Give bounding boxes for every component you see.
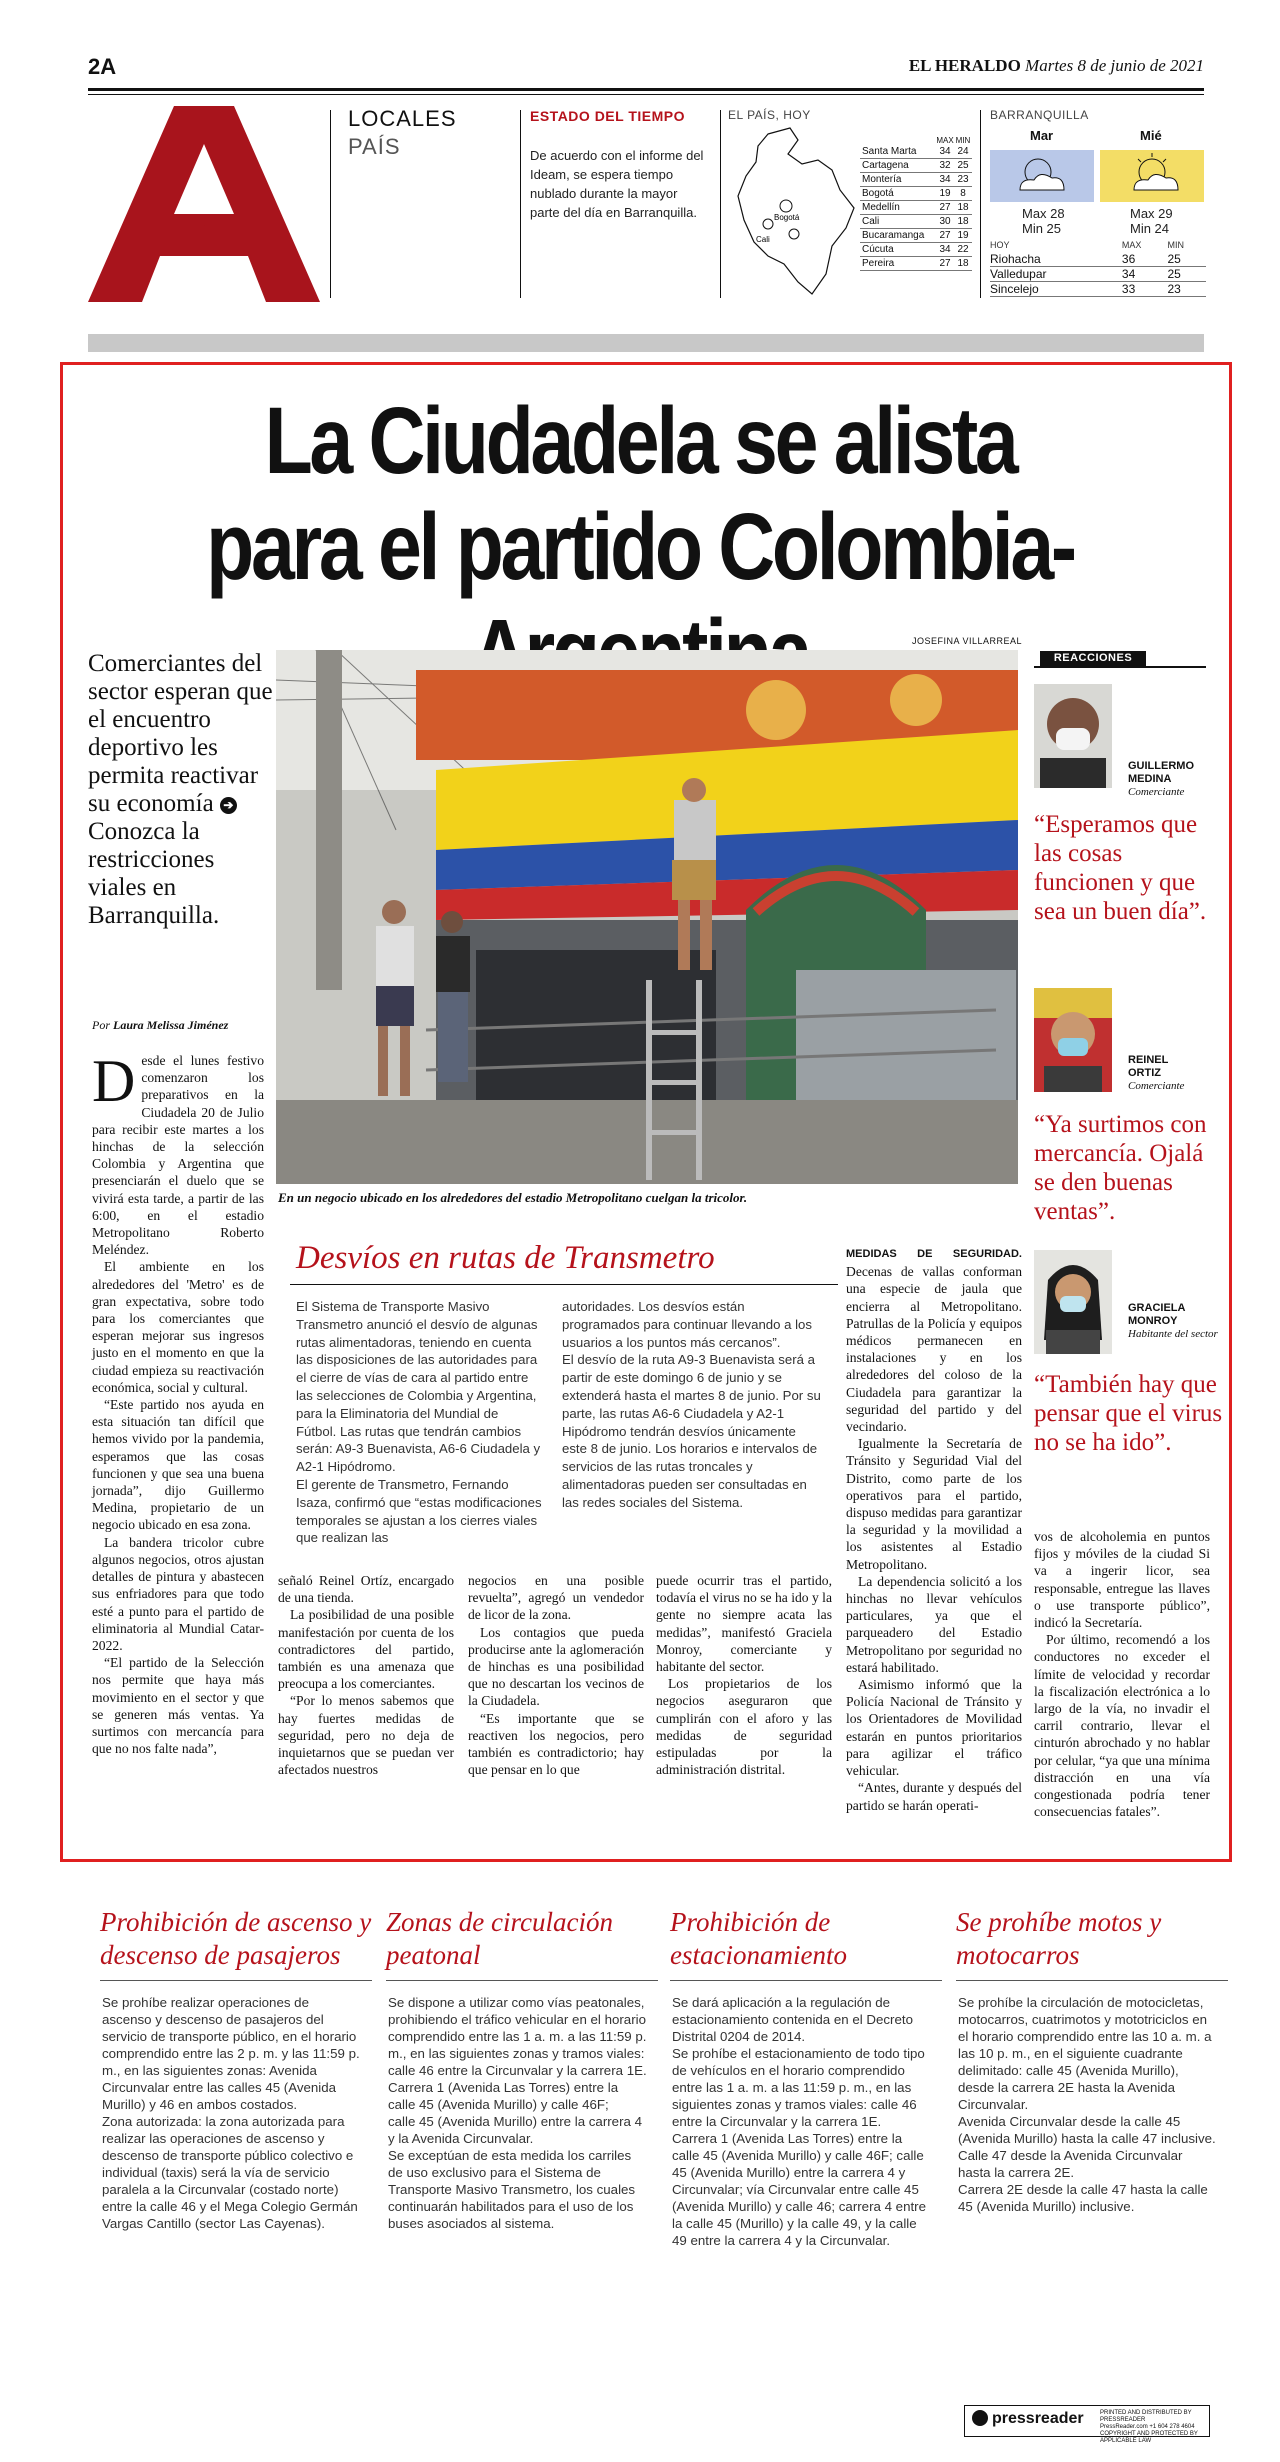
paragraph: Igualmente la Secretaría de Tránsito y Seguridad Vial del Distrito, como parte de los operativos para el partido, dispuso medidas para garantizar la seguridad y la movilidad a los asistentes al Estadio Metropolitano.: [846, 1436, 1022, 1572]
article-column-1: [92, 1048, 264, 1757]
city-min: 8: [954, 187, 972, 201]
paragraph: La dependencia solicitó a los hinchas no llevar vehículos particulares, ya que el parqueadero del Estadio Metropolitano por seguridad no estará habilitado.: [846, 1573, 1022, 1675]
section-name: LOCALES: [348, 106, 457, 131]
city-max: 19: [936, 187, 954, 201]
pressreader-icon: [972, 2410, 988, 2426]
transmetro-column-2: [562, 1298, 822, 1512]
region-min: 25: [1167, 252, 1206, 267]
box-text: Se dará aplicación a la regulación de estacionamiento contenida en el Decreto Distrital 0204 de 2014. Se prohíbe el estacionamiento de todo tipo de vehículos en el horario comprendido entre las 1 a. m. a las 11:59 p. m., en las siguientes zonas y tramos viales: calle 46 entre la Circunvalar y la carrera 1E. Carrera 1 (Avenida Las Torres) entre la calle 45 (Avenida Murillo) y calle 46F; calle 45 (Avenida Murillo) entre la carrera 4 y Circunvalar; vía Circunvalar entre calle 45 (Avenida Murillo) y calle 46; carrera 4 entre la calle 45 (Murillo) y la calle 49, y la calle 49 entre la carrera 4 y la Circunvalar.: [672, 1995, 926, 2248]
box-title: Zonas de circulación peatonal: [386, 1907, 613, 1970]
box-rule: [100, 1980, 372, 1981]
city-name: Montería: [860, 173, 936, 187]
box-title: Prohibición de estacionamiento: [670, 1907, 847, 1970]
city-row: [860, 229, 972, 243]
city-name: Santa Marta: [860, 145, 936, 159]
paragraph: esde el lunes festivo comenzaron los preparativos en la Ciudadela 20 de Julio para recibir este martes a los hinchas de la selección Colombia y Argentina que presenciarán el duelo que se vivirá esta tarde, a partir de las 6:00, en el estadio Metropolitano Roberto Meléndez.: [92, 1053, 264, 1258]
photo-caption: En un negocio ubicado en los alrededores del estadio Metropolitano cuelgan la tricolor.: [278, 1190, 748, 1205]
day2-min: Min 24: [1130, 221, 1170, 236]
city-max: 27: [936, 257, 954, 271]
box-title: Prohibición de ascenso y descenso de pasajeros: [100, 1907, 372, 1970]
paragraph: puede ocurrir tras el partido, todavía el virus no se ha ido y la gente no siempre acata las medidas”, manifestó Graciela Monroy, comerciante y habitante del sector.: [656, 1573, 832, 1675]
article-photo: [276, 650, 1018, 1184]
city-row: [860, 173, 972, 187]
city-min: 18: [954, 201, 972, 215]
box-text: Se dispone a utilizar como vías peatonales, prohibiendo el tráfico vehicular en el horario comprendido entre las 1 a. m. a las 11:59 p. m., en las siguientes zonas y tramos viales: calle 46 entre la Circunvalar y la carrera 1E. Carrera 1 (Avenida Las Torres) entre la calle 45 (Avenida Murillo) y calle 46F; calle 45 (Avenida Murillo) entre la carrera 4 y la Avenida Circunvalar. Se exceptúan de esta medida los carriles de uso exclusivo para el Sistema de Transporte Masivo Transmetro, los cuales continuarán habilitados para el uso de los buses asociados al sistema.: [388, 1995, 647, 2231]
max-header: MAX: [936, 136, 954, 145]
city-min: 18: [954, 257, 972, 271]
sidebar-title: Desvíos en rutas de Transmetro: [296, 1240, 715, 1276]
subhead: MEDIDAS DE SEGURIDAD.: [846, 1248, 1022, 1260]
person-name: GUILLERMO MEDINA: [1128, 760, 1194, 785]
paragraph: El Sistema de Transporte Masivo Transmetro anunció el desvío de algunas rutas alimentadoras, teniendo en cuenta las disposiciones de las autoridades para el cierre de vías de cara al partido entre las selecciones de Colombia y Argentina, para la Eliminatoria del Mundial de Fútbol. Las rutas que tendrán cambios serán: A9-3 Buenavista, A6-6 Ciudadela y A2-1 Hipódromo.: [296, 1299, 541, 1475]
section-letter-logo: [88, 106, 320, 302]
box-text: Se prohíbe realizar operaciones de ascenso y descenso de pasajeros del servicio de transporte público, en el horario comprendido entre las 2 p. m. y las 11:59 p. m., en las siguientes zonas: Avenida Circunvalar entre las calles 45 (Avenida Murillo) y 46 en ambos costados. Zona autorizada: la zona autorizada para realizar las operaciones de ascenso y descenso de transporte público colectivo e individual (taxis) será la vía de servicio paralela a la Circunvalar (costado norte) entre la calle 46 y el Mega Colegio Germán Vargas Cantillo (sector Las Cayenas).: [102, 1995, 360, 2231]
region-name: Valledupar: [990, 267, 1122, 282]
day1-label: Mar: [1030, 128, 1054, 143]
paragraph: negocios en una posible revuelta”, agregó un vendedor de licor de la zona.: [468, 1573, 644, 1623]
divider: [520, 110, 521, 298]
pressreader-fineprint: PRINTED AND DISTRIBUTED BY PRESSREADER PressReader.com +1 604 278 4604 COPYRIGHT AND PROTECTED BY APPLICABLE LAW: [1100, 2410, 1198, 2444]
arrow-right-icon: ➔: [220, 797, 237, 814]
city-max: 34: [936, 173, 954, 187]
city-min: 24: [954, 145, 972, 159]
paragraph: autoridades. Los desvíos están programados para continuar llevando a los usuarios a los puntos más cercanos”.: [562, 1299, 812, 1350]
paragraph: La posibilidad de una posible manifestación por cuenta de los contradictores del partido, también es una amenaza que preocupa a los comerciantes.: [278, 1607, 454, 1692]
photo-credit: JOSEFINA VILLARREAL: [912, 636, 1023, 646]
weather-title: ESTADO DEL TIEMPO: [530, 108, 685, 124]
hoy-header: HOY: [990, 240, 1010, 250]
city-max: 34: [936, 145, 954, 159]
article-dek: [88, 650, 276, 930]
paragraph: “Este partido nos ayuda en esta situación tan difícil que hemos vivido por la pandemia, esperamos que las cosas funcionen y que sea una buena jornada”, dijo Guillermo Medina, propietario de un negocio ubicado en esa zona.: [92, 1397, 264, 1533]
reactions-label: REACCIONES: [1040, 651, 1146, 666]
divider: [330, 110, 331, 298]
paragraph: “Es importante que se reactiven los negocios, pero también es contradictorio; hay que pensar en lo que: [468, 1710, 644, 1778]
section-separator-bar: [88, 334, 1204, 352]
pressreader-logo: pressreader: [972, 2410, 1084, 2428]
paragraph: Decenas de vallas conforman una especie de jaula que encierra al Metropolitano. Patrullas de la Policía y equipos médicos permanecen en instalaciones y en los alrededores del coloso de la Ciudadela para garantizar la seguridad del partido y del vecindario.: [846, 1264, 1022, 1435]
sidebar-rule: [290, 1284, 838, 1285]
day2-label: Mié: [1140, 128, 1162, 143]
day2-maxmin: [1130, 206, 1173, 236]
region-row: [990, 267, 1206, 282]
day1-max: Max 28: [1022, 206, 1065, 221]
region-min: 23: [1167, 282, 1206, 297]
day2-max: Max 29: [1130, 206, 1173, 221]
section-letter: A: [204, 226, 205, 227]
article-column-4: [656, 1572, 832, 1778]
paragraph: La bandera tricolor cubre algunos negocios, otros ajustan detalles de pintura y abastecen sus enfriadores para que todo esté a punto para el partido de eliminatoria al Mundial Catar-2022.: [92, 1534, 264, 1653]
paper-name: EL HERALDO: [908, 56, 1021, 75]
person-role: Habitante del sector: [1128, 1328, 1218, 1340]
avatar: [1034, 988, 1112, 1092]
region-max: 33: [1122, 282, 1168, 297]
city-row: [860, 187, 972, 201]
pull-quote: “También hay que pensar que el virus no se ha ido”.: [1034, 1371, 1223, 1456]
box-rule: [386, 1980, 658, 1981]
dek-text: Comerciantes del sector esperan que el encuentro deportivo les permita reactivar su economía: [88, 650, 273, 817]
city-max: 30: [936, 215, 954, 229]
partly-cloudy-icon: [1100, 150, 1204, 202]
city-row: [860, 215, 972, 229]
box-title: Se prohíbe motos y motocarros: [956, 1907, 1162, 1970]
weather-text: De acuerdo con el informe del Ideam, se espera tiempo nublado durante la mayor parte del día en Barranquilla.: [530, 148, 704, 220]
paragraph: Los contagios que pueda producirse ante la aglomeración de hinchas es una posibilidad que no descartan los vecinos de la Ciudadela.: [468, 1624, 644, 1709]
country-weather-title: EL PAÍS, HOY: [728, 108, 811, 122]
city-row: [860, 145, 972, 159]
article-column-3: [468, 1572, 644, 1778]
box-text: Se prohíbe la circulación de motocicletas, motocarros, cuatrimotos y mototriciclos en el horario comprendido entre las 10 a. m. a las 10 p. m., en el siguiente cuadrante delimitado: calle 45 (Avenida Murillo), desde la carrera 2E hasta la Avenida Circunvalar. Avenida Circunvalar desde la calle 45 (Avenida Murillo) hasta la calle 47 inclusive. Calle 47 desde la Avenida Circunvalar hasta la carrera 2E. Carrera 2E desde la calle 47 hasta la calle 45 (Avenida Murillo) inclusive.: [958, 1995, 1216, 2214]
map-label-cali: Cali: [756, 235, 770, 244]
day1-maxmin: [1022, 206, 1065, 236]
map-label-bogota: Bogotá: [774, 213, 800, 222]
city-max: 27: [936, 201, 954, 215]
person-name: GRACIELA MONROY: [1128, 1302, 1186, 1327]
city-min: 25: [954, 159, 972, 173]
city-min: 19: [954, 229, 972, 243]
region-weather-table: [990, 240, 1206, 297]
person-role: Comerciante: [1128, 1080, 1185, 1092]
person-role: Comerciante: [1128, 786, 1185, 798]
city-row: [860, 159, 972, 173]
paragraph: El ambiente en los alrededores del 'Metro' es de gran expectativa, sobre todo para los comerciantes que esperan mejorar sus ingresos justo en el momento en que la ciudad empieza su reactivación económica, social y cultural.: [92, 1259, 264, 1395]
city-max: 27: [936, 229, 954, 243]
box-rule: [670, 1980, 942, 1981]
paragraph: “Por lo menos sabemos que hay fuertes medidas de seguridad, pero no deja de inquietarnos que se puedan ver afectados nuestros: [278, 1693, 454, 1778]
paragraph: El gerente de Transmetro, Fernando Isaza, confirmó que “estas modificaciones temporales se ajustan a los cierres viales que realizan las: [296, 1476, 542, 1546]
cloudy-icon: [990, 150, 1094, 202]
city-name: Bogotá: [860, 187, 936, 201]
article-headline: La Ciudadela se alista para el partido Colombia-: [206, 388, 1074, 600]
city-name: Bucaramanga: [860, 229, 936, 243]
city-weather-table: [860, 136, 972, 271]
box-rule: [956, 1980, 1228, 1981]
city-max: 32: [936, 159, 954, 173]
paragraph: Por último, recomendó a los conductores no exceder el límite de velocidad y recordar la fiscalización electrónica a lo largo de la vía, no invadir el carril contrario, llevar el cinturón abrochado y no hablar por celular, “ya que una mínima distracción en una vía congestionada podría tener consecuencias fatales”.: [1034, 1632, 1210, 1820]
page-folio: 2A: [88, 54, 117, 79]
max-header: MAX: [1121, 240, 1142, 250]
day1-min: Min 25: [1022, 221, 1062, 236]
city-min: 23: [954, 173, 972, 187]
drop-cap: D: [92, 1048, 136, 1114]
paragraph: El desvío de la ruta A9-3 Buenavista será a partir de este domingo 6 de junio y se extenderá hasta el martes 8 de junio. Por su parte, las rutas A6-6 Ciudadela y A2-1 Hipódromo tendrán desvíos únicamente este 8 de junio. Los horarios e intervalos de servicios de las rutas troncales y alimentadoras pueden ser consultadas en las redes sociales del Sistema.: [562, 1352, 821, 1510]
divider: [980, 110, 981, 298]
city-max: 34: [936, 243, 954, 257]
byline-author: Laura Melissa Jiménez: [113, 1018, 229, 1032]
region-row: [990, 252, 1206, 267]
city-row: [860, 243, 972, 257]
paragraph: señaló Reinel Ortíz, encargado de una tienda.: [278, 1573, 454, 1606]
barranquilla-weather-title: BARRANQUILLA: [990, 108, 1089, 122]
city-name: Medellín: [860, 201, 936, 215]
region-max: 34: [1122, 267, 1168, 282]
paragraph: Asimismo informó que la Policía Nacional de Tránsito y los Orientadores de Movilidad estarán en puntos prioritarios para agilizar el tráfico vehicular.: [846, 1677, 1022, 1779]
colombia-map-icon: [728, 124, 858, 298]
min-header: MIN: [955, 136, 971, 145]
city-min: 22: [954, 243, 972, 257]
divider: [720, 110, 721, 298]
transmetro-column-1: [296, 1298, 542, 1547]
region-name: Sincelejo: [990, 282, 1122, 297]
city-name: Pereira: [860, 257, 936, 271]
city-name: Cali: [860, 215, 936, 229]
paragraph: “Antes, durante y después del partido se harán operati-: [846, 1780, 1022, 1813]
region-min: 25: [1167, 267, 1206, 282]
issue-date: Martes 8 de junio de 2021: [1025, 56, 1204, 75]
byline-prefix: Por: [92, 1018, 110, 1032]
byline: [92, 1018, 228, 1033]
paper-masthead: [909, 56, 1204, 76]
paragraph: vos de alcoholemia en puntos fijos y móviles de la ciudad Si va a ingerir licor, sea responsable, entregue las llaves o use transporte público”, indicó la Secretaría.: [1034, 1529, 1210, 1631]
pull-quote: “Esperamos que las cosas funcionen y que sea un buen día”.: [1034, 811, 1207, 925]
city-row: [860, 201, 972, 215]
header-rule: [88, 88, 1204, 91]
article-column-6: [1034, 1528, 1210, 1820]
pull-quote: “Ya surtimos con mercancía. Ojalá se den buenas ventas”.: [1034, 1111, 1207, 1225]
min-header: MIN: [1167, 240, 1184, 250]
paragraph: “El partido de la Selección nos permite que haya más movimiento en el sector y que se generen más ventas. Ya surtimos con mercancía para que no nos falte nada”,: [92, 1655, 264, 1757]
region-max: 36: [1122, 252, 1168, 267]
region-row: [990, 282, 1206, 297]
paragraph: Los propietarios de los negocios aseguraron que cumplirán con el aforo y las medidas de seguridad estipuladas por la administración distrital.: [656, 1676, 832, 1778]
article-column-5: [846, 1244, 1022, 1814]
city-min: 18: [954, 215, 972, 229]
avatar: [1034, 684, 1112, 788]
city-row: [860, 257, 972, 271]
subsection-name: PAÍS: [348, 134, 401, 159]
city-name: Cartagena: [860, 159, 936, 173]
city-name: Cúcuta: [860, 243, 936, 257]
person-name: REINEL ORTIZ: [1128, 1054, 1169, 1079]
region-name: Riohacha: [990, 252, 1122, 267]
article-column-2: [278, 1572, 454, 1778]
header-rule-thin: [88, 94, 1204, 95]
avatar: [1034, 1250, 1112, 1354]
dek-tail: Conozca la restricciones viales en Barranquilla.: [88, 818, 220, 929]
